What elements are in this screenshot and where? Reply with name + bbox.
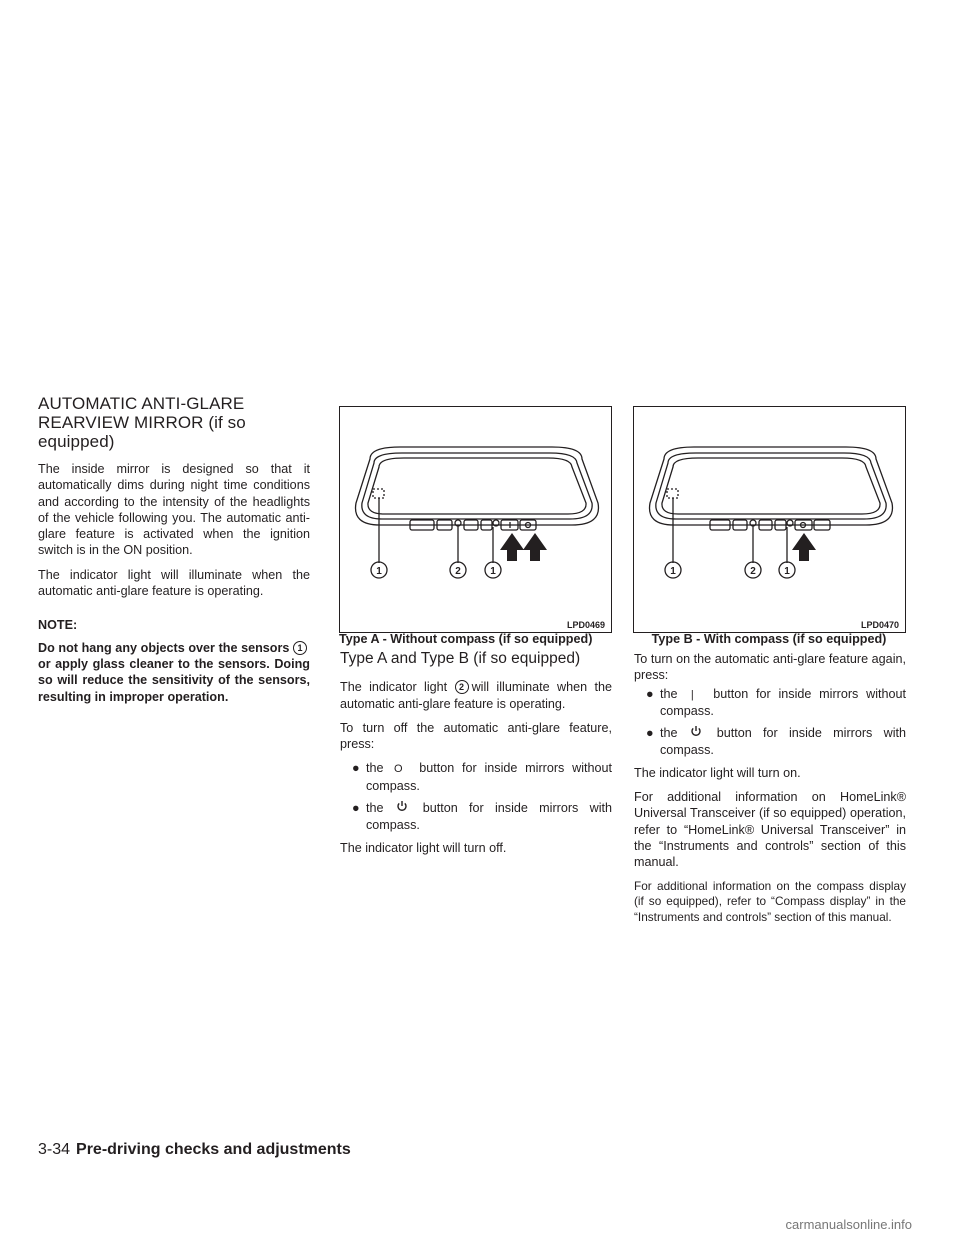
bullet-icon: ● xyxy=(352,761,360,776)
turn-on-bullet-1 xyxy=(634,686,906,720)
bullet-text-end: button for inside mirrors without compass. xyxy=(660,686,907,718)
bullet-text-start: the xyxy=(366,761,384,776)
indicator-callout-2: 2 xyxy=(455,680,469,694)
figure-b-caption: Type B - With compass (if so equipped) xyxy=(651,632,887,646)
sensor-callout-1: 1 xyxy=(293,641,307,655)
off-button-symbol: O xyxy=(394,763,403,776)
figure-code: LPD0470 xyxy=(860,620,899,630)
intro-paragraph: The inside mirror is designed so that it automatically dims during night time conditions and according to the intensity of the headlights of the vehicle following you. The automatic anti-glare feature is activated when the ignition switch is in the ON position. xyxy=(38,462,310,558)
bullet-text-end: button for inside mirrors with compass. xyxy=(366,801,612,833)
callout-label: 2 xyxy=(750,566,756,577)
bullet-icon: ● xyxy=(646,686,654,701)
bullet-text-end: button for inside mirrors with compass. xyxy=(660,726,906,758)
right-column xyxy=(634,651,906,933)
mirror-illustration-b xyxy=(634,407,905,632)
turn-off-result: The indicator light will turn off. xyxy=(340,840,507,855)
section-title-line1: AUTOMATIC ANTI-GLARE xyxy=(38,394,245,413)
turn-off-bullet-2 xyxy=(340,800,612,834)
section-title-line2: REARVIEW MIRROR (if so equipped) xyxy=(38,413,246,451)
homelink-paragraph: For additional information on HomeLink® Universal Transceiver (if so equipped) operation, refer to “HomeLink® Universal Transceiver” in the “Instruments and controls” section of this manual. xyxy=(634,790,906,870)
note-heading: NOTE: xyxy=(38,618,78,633)
type-ab-heading: Type A and Type B (if so equipped) xyxy=(340,650,581,667)
watermark: carmanualsonline.info xyxy=(785,1217,912,1232)
type-ab-indicator-paragraph xyxy=(340,679,612,712)
footer-title: Pre-driving checks and adjustments xyxy=(76,1141,351,1158)
section-title xyxy=(38,394,310,451)
callout-label: 1 xyxy=(376,566,382,577)
callout-label: 1 xyxy=(670,566,676,577)
note-text-start: Do not hang any objects over the sensors xyxy=(38,640,290,655)
figure-a-caption: Type A - Without compass (if so equipped) xyxy=(339,632,593,646)
turn-on-intro: To turn on the automatic anti-glare feature again, press: xyxy=(634,652,906,683)
turn-off-intro: To turn off the automatic anti-glare feature, press: xyxy=(340,720,612,752)
figure-type-b xyxy=(633,406,906,633)
figure-code: LPD0469 xyxy=(566,620,605,630)
indicator-paragraph: The indicator light will illuminate when the automatic anti-glare feature is operating. xyxy=(38,567,310,599)
page-footer xyxy=(38,1141,351,1159)
compass-paragraph: For additional information on the compass display (if so equipped), refer to “Compass display” in the “Instruments and controls” section of this manual. xyxy=(634,878,906,924)
page-number: 3-34 xyxy=(38,1141,71,1158)
bullet-icon: ● xyxy=(646,726,654,741)
sensor-arrow-icon xyxy=(792,533,816,561)
sensor-arrow-icon xyxy=(500,533,524,561)
callout-label: 2 xyxy=(455,566,461,577)
left-column xyxy=(38,394,310,713)
turn-off-bullet-1 xyxy=(340,760,612,794)
middle-column xyxy=(340,651,612,864)
power-icon xyxy=(395,800,423,817)
callout-label: 1 xyxy=(784,566,790,577)
power-icon xyxy=(689,725,717,742)
bullet-text-start: the xyxy=(366,801,384,816)
mirror-illustration-a xyxy=(340,407,611,632)
bullet-text-end: button for inside mirrors without compass. xyxy=(366,761,613,793)
on-button-symbol: | xyxy=(690,688,694,701)
callout-label: 1 xyxy=(490,566,496,577)
note-text xyxy=(38,640,310,705)
bullet-text-start: the xyxy=(660,686,678,701)
figure-type-a xyxy=(339,406,612,633)
turn-on-bullet-2 xyxy=(634,725,906,759)
sensor-arrow-icon xyxy=(523,533,547,561)
note-text-end: or apply glass cleaner to the sensors. Doing so will reduce the sensitivity of the sensors, resulting in improper operation. xyxy=(38,656,310,704)
indicator-text-start: The indicator light xyxy=(340,680,448,695)
bullet-text-start: the xyxy=(660,726,678,741)
indicator-text-end: will illuminate when the automatic anti-glare feature is operating. xyxy=(340,680,613,711)
bullet-icon: ● xyxy=(352,801,360,816)
turn-on-result: The indicator light will turn on. xyxy=(634,765,801,780)
